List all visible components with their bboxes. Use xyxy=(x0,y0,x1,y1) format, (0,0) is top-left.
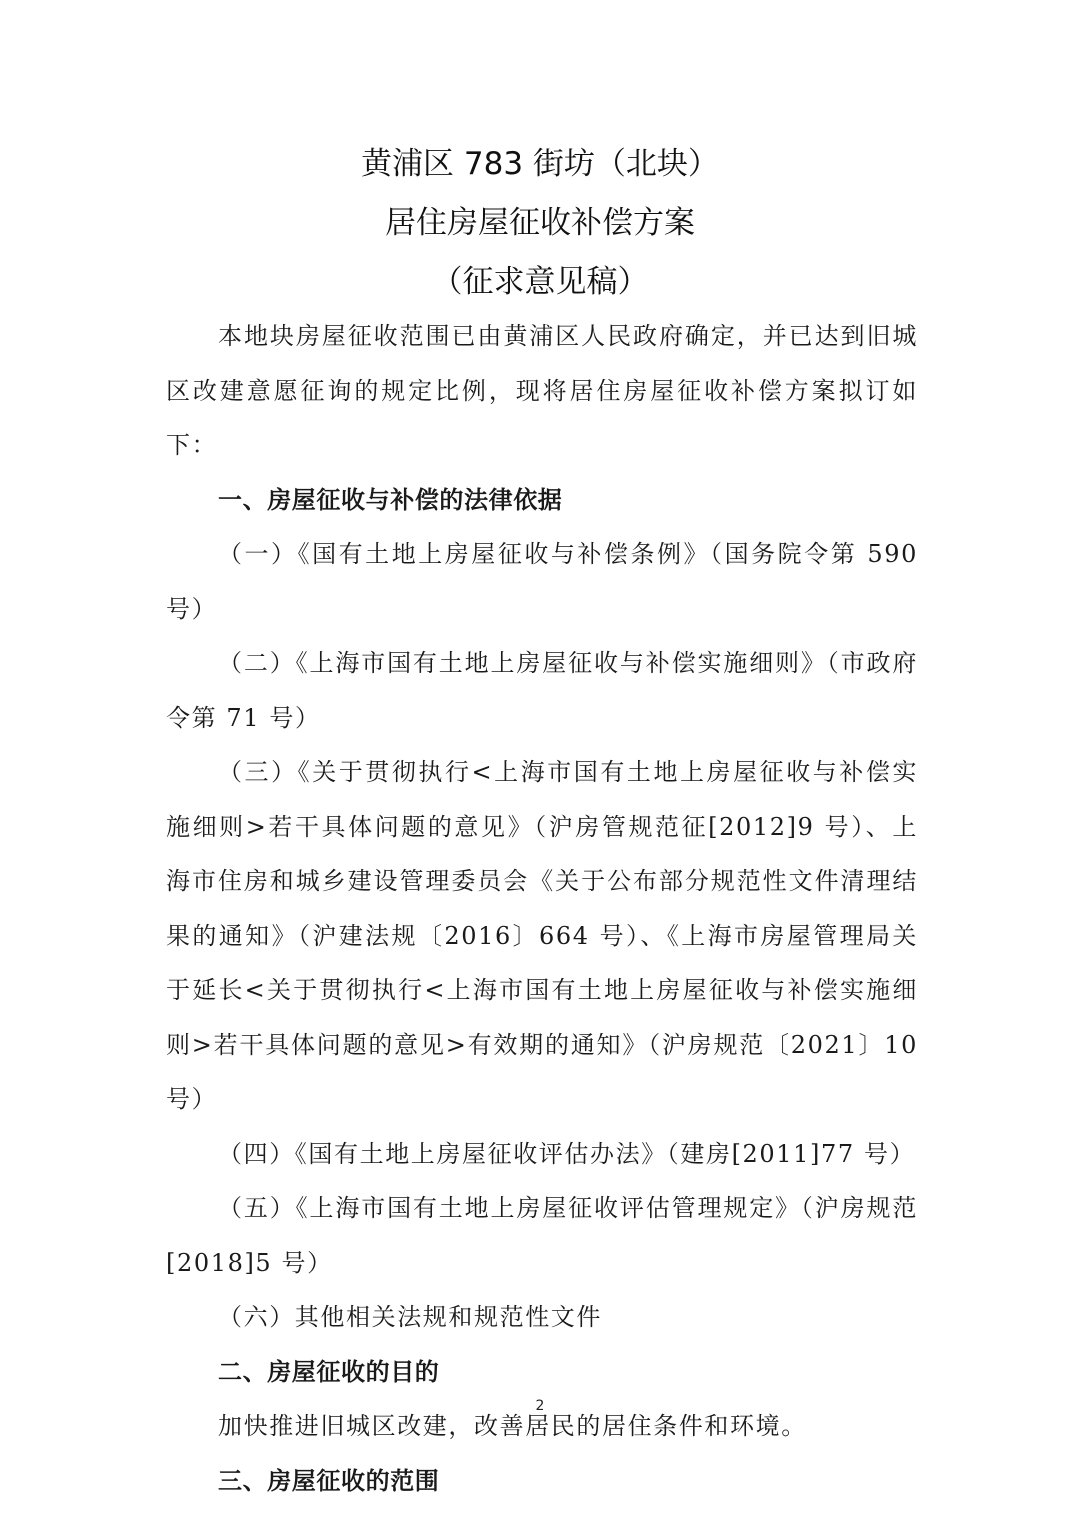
intro-paragraph: 本地块房屋征收范围已由黄浦区人民政府确定，并已达到旧城区改建意愿征询的规定比例，现将居住房屋征收补偿方案拟订如下： xyxy=(166,322,918,459)
legal-basis-item-5: （五）《上海市国有土地上房屋征收评估管理规定》（沪房规范[2018]5 号） xyxy=(166,1194,918,1277)
section-3-heading: 三、房屋征收的范围 xyxy=(218,1466,440,1495)
legal-basis-item-4: （四）《国有土地上房屋征收评估办法》（建房[2011]77 号） xyxy=(218,1139,916,1168)
legal-basis-item-3: （三）《关于贯彻执行<上海市国有土地上房屋征收与补偿实施细则>若干具体问题的意见》（沪房管规范征[2012]9 号）、上海市住房和城乡建设管理委员会《关于公布部分规范性文件清理结果的通知》（沪建法规〔2016〕664 号）、《上海市房屋管理局关于延长<关于贯彻执行<上海市国有土地上房屋征收与补偿实施细则>若干具体问题的意见>有效期的通知》（沪房规范〔2021〕10 号） xyxy=(166,758,918,1113)
legal-basis-item-1: （一）《国有土地上房屋征收与补偿条例》（国务院令第 590 号） xyxy=(166,540,918,623)
title-line-2: 居住房屋征收补偿方案 xyxy=(385,205,695,241)
section-1-heading: 一、房屋征收与补偿的法律依据 xyxy=(218,485,563,514)
section-2-text: 加快推进旧城区改建，改善居民的居住条件和环境。 xyxy=(218,1412,807,1440)
page-number: 2 xyxy=(535,1398,545,1414)
section-2-heading: 二、房屋征收的目的 xyxy=(218,1357,440,1386)
legal-basis-item-2: （二）《上海市国有土地上房屋征收与补偿实施细则》（市政府令第 71 号） xyxy=(166,649,918,732)
title-line-3: （征求意见稿） xyxy=(431,264,649,300)
title-line-1: 黄浦区 783 街坊（北块） xyxy=(361,146,719,182)
document-title xyxy=(0,135,1080,312)
document-body xyxy=(166,309,918,1508)
legal-basis-item-6: （六）其他相关法规和规范性文件 xyxy=(218,1303,602,1331)
